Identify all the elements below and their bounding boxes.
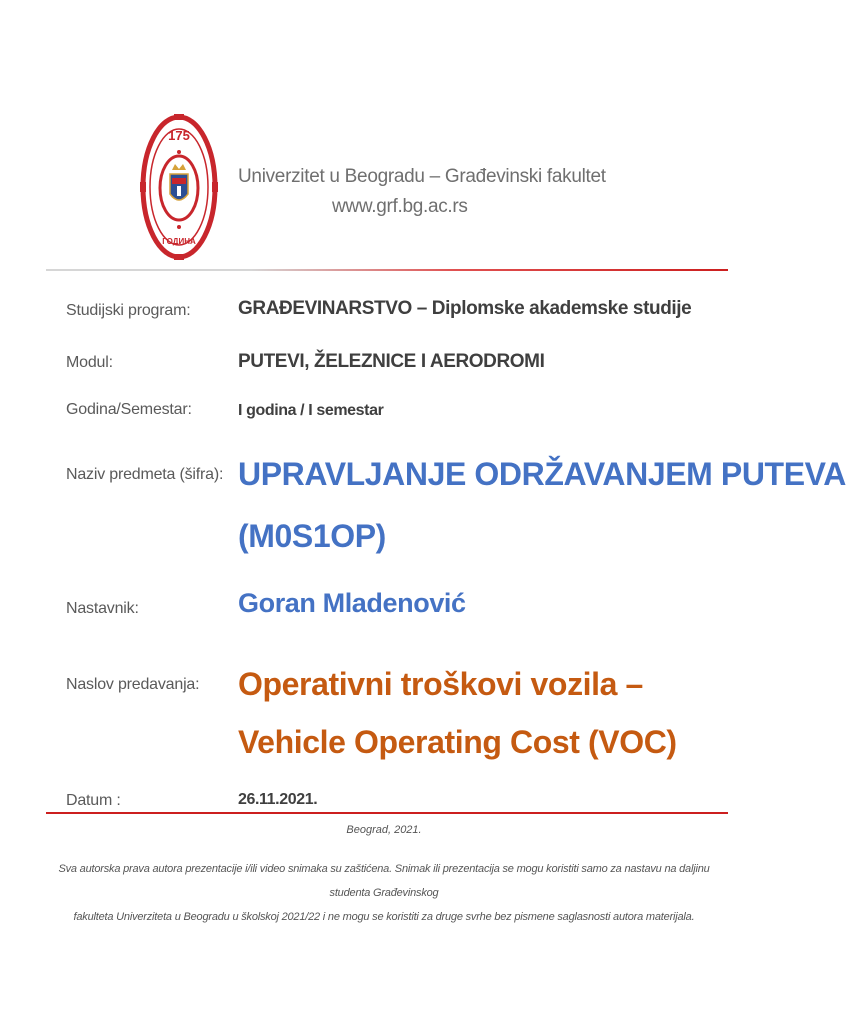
year-value: I godina / I semestar xyxy=(238,402,384,419)
footer-divider xyxy=(46,812,728,814)
module-label: Modul: xyxy=(66,354,113,371)
lecture-label: Naslov predavanja: xyxy=(66,676,200,693)
module-value: PUTEVI, ŽELEZNICE I AERODROMI xyxy=(238,351,545,372)
teacher-label: Nastavnik: xyxy=(66,600,139,617)
header-divider xyxy=(46,269,728,271)
institution-header xyxy=(238,162,658,222)
footer-place: Beograd, 2021. xyxy=(346,824,422,836)
course-label: Naziv predmeta (šifra): xyxy=(66,466,224,483)
program-value: GRAĐEVINARSTVO – Diplomske akademske studije xyxy=(238,298,692,319)
program-label: Studijski program: xyxy=(66,302,191,319)
course-name: UPRAVLJANJE ODRŽAVANJEM PUTEVA xyxy=(238,456,846,492)
copyright-line-2: fakulteta Univerziteta u Beogradu u školskoj 2021/22 i ne mogu se koristiti za druge svrhe bez pismene saglasnosti autora materijala. xyxy=(73,911,695,923)
lecture-title-line2: Vehicle Operating Cost (VOC) xyxy=(238,724,677,760)
date-label: Datum : xyxy=(66,792,121,809)
seal-caption: ГОДИНА xyxy=(162,237,196,246)
institution-name: Univerzitet u Beogradu – Građevinski fakultet xyxy=(238,166,606,187)
teacher-value: Goran Mladenović xyxy=(238,588,466,618)
lecture-title-line1: Operativni troškovi vozila – xyxy=(238,666,643,702)
course-code: (M0S1OP) xyxy=(238,518,386,554)
institution-website: www.grf.bg.ac.rs xyxy=(332,196,468,217)
copyright-notice xyxy=(40,857,728,929)
seal-number: 175 xyxy=(168,128,190,143)
year-label: Godina/Semestar: xyxy=(66,401,192,418)
faculty-seal-logo xyxy=(140,112,218,262)
copyright-line-1: Sva autorska prava autora prezentacije i/ili video snimaka su zaštićena. Snimak ili prezentacija se mogu koristiti samo za nastavu na daljinu studenta Građevinskog xyxy=(58,863,710,899)
date-value: 26.11.2021. xyxy=(238,791,318,808)
